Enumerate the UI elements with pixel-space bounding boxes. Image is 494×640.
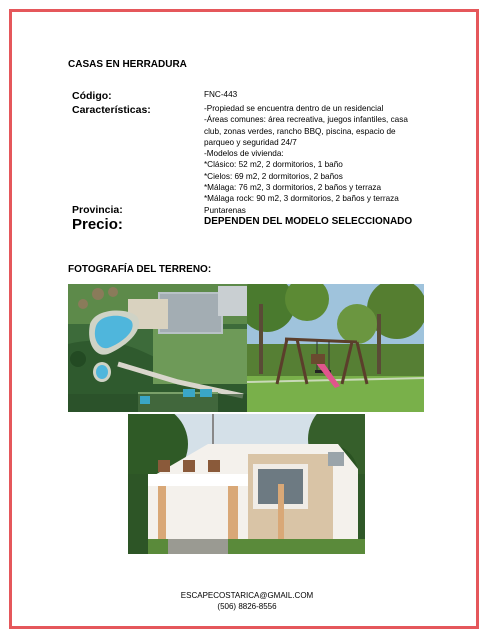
house-photo — [128, 414, 365, 554]
caracteristicas-line: parqueo y seguridad 24/7 — [204, 137, 297, 147]
caracteristicas-line: -Propiedad se encuentra dentro de un residencial — [204, 104, 384, 113]
caracteristicas-line: -Modelos de vivienda: — [204, 149, 284, 159]
caracteristicas-label: Características: — [72, 104, 151, 116]
playground-photo — [247, 284, 424, 412]
aerial-pool-photo — [68, 284, 247, 412]
caracteristicas-line: *Málaga rock: 90 m2, 3 dormitorios, 2 baños y terraza — [204, 194, 399, 204]
photos-title: FOTOGRAFÍA DEL TERRENO: — [68, 264, 212, 275]
caracteristicas-line: *Cielos: 69 m2, 2 dormitorios, 2 baños — [204, 171, 343, 181]
precio-value: DEPENDEN DEL MODELO SELECCIONADO — [204, 216, 413, 227]
caracteristicas-list — [204, 103, 408, 216]
provincia-value: Puntarenas — [204, 205, 246, 215]
codigo-value: FNC-443 — [204, 90, 238, 99]
provincia-label: Provincia: — [72, 204, 123, 216]
precio-label: Precio: — [72, 216, 123, 233]
codigo-label: Código: — [72, 90, 112, 102]
footer-phone: (506) 8826-8556 — [217, 602, 277, 611]
caracteristicas-line: -Áreas comunes: área recreativa, juegos infantiles, casa — [204, 115, 408, 125]
footer-email: ESCAPECOSTARICA@GMAIL.COM — [180, 591, 314, 600]
caracteristicas-line: *Clásico: 52 m2, 2 dormitorios, 1 baño — [204, 160, 343, 170]
listing-title: CASAS EN HERRADURA — [68, 59, 187, 70]
caracteristicas-line: *Málaga: 76 m2, 3 dormitorios, 2 baños y terraza — [204, 183, 382, 193]
caracteristicas-line: club, zonas verdes, rancho BBQ, piscina, espacio de — [204, 126, 396, 136]
